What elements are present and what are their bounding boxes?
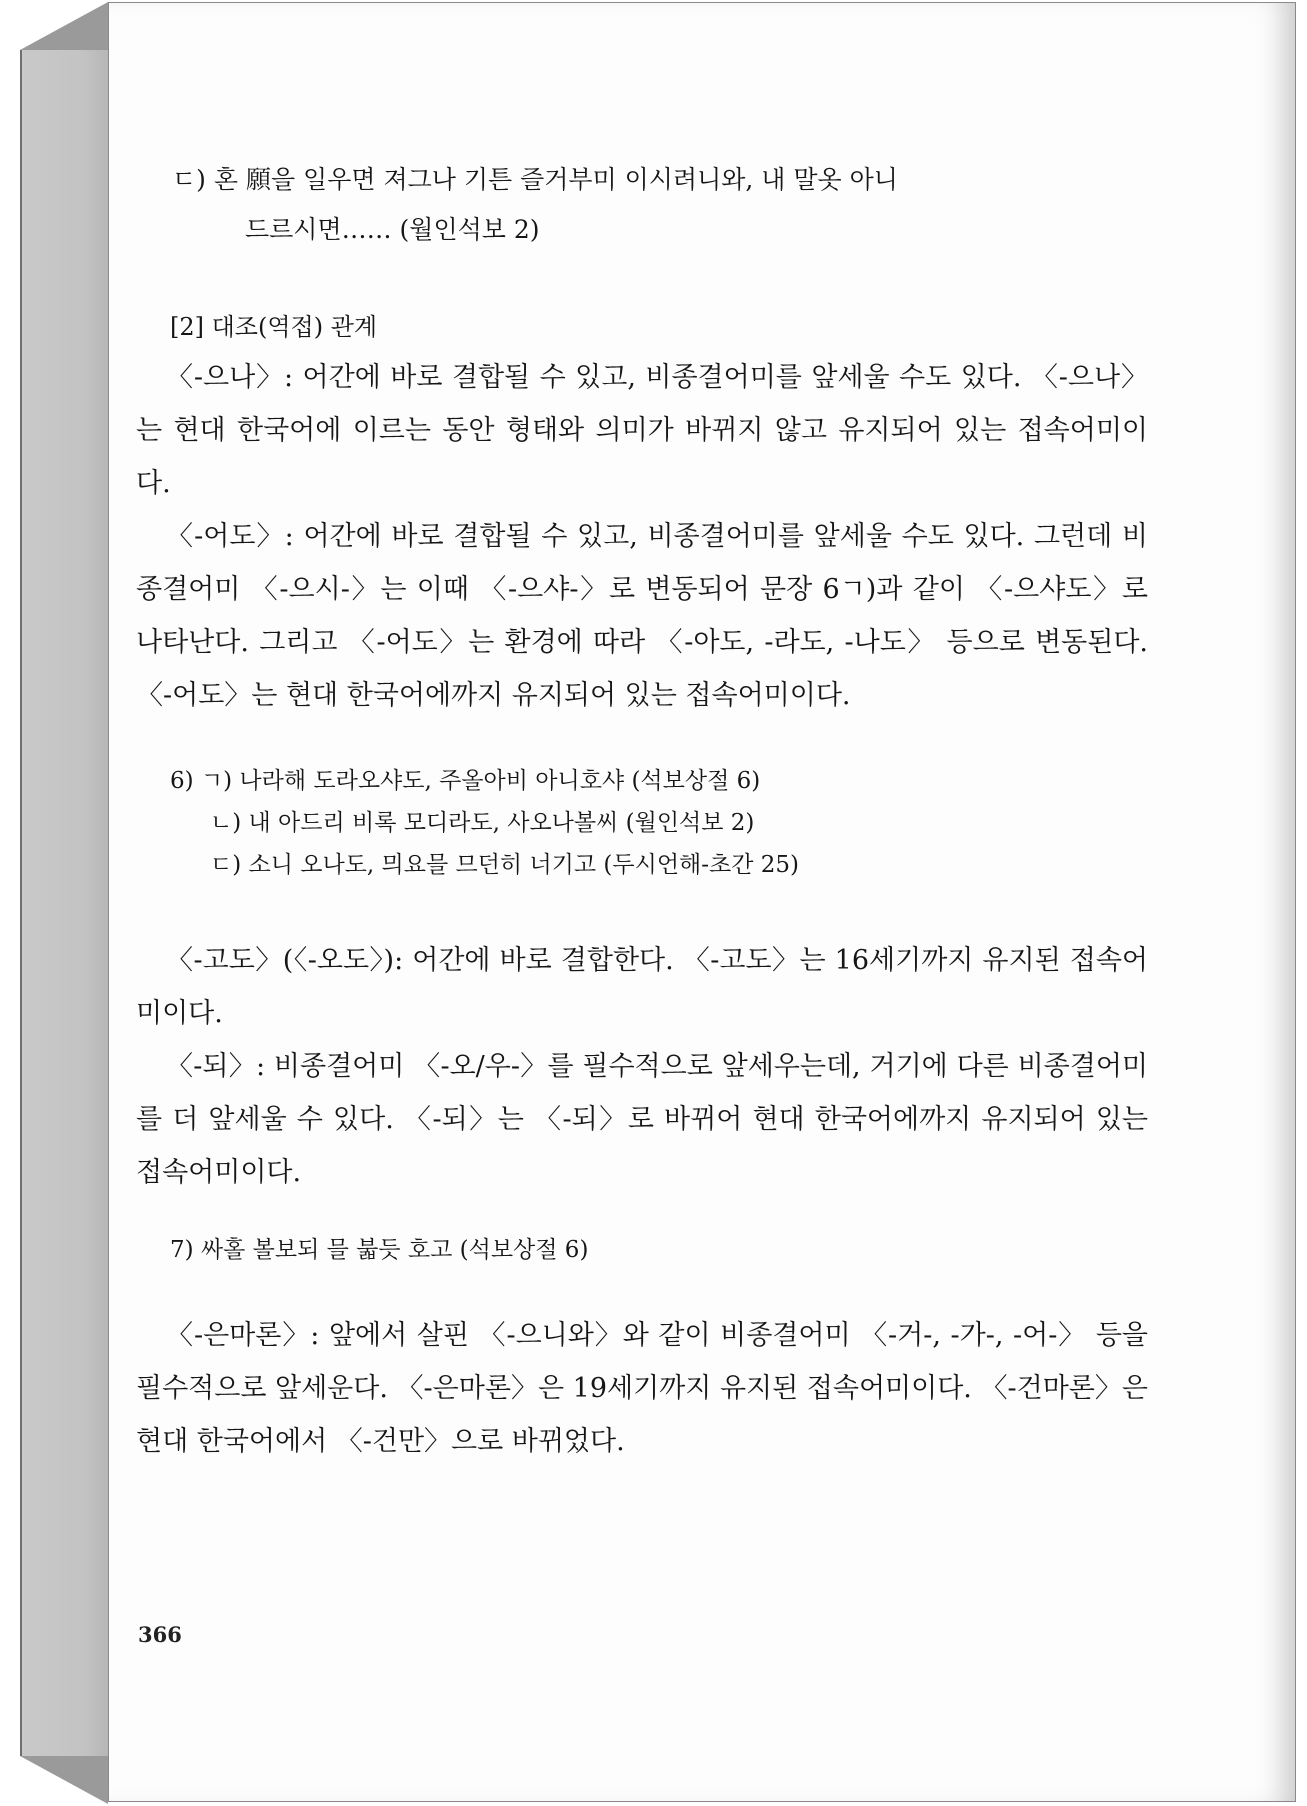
page-number: 366 — [138, 1622, 182, 1647]
paragraph-eodo: 〈-어도〉: 어간에 바로 결합될 수 있고, 비종결어미를 앞세울 수도 있다. 그런데 비종결어미 〈-으시-〉는 이때 〈-으샤-〉로 변동되어 문장 6ㄱ)과 같이 〈-으샤도〉로 나타난다. 그리고 〈-어도〉는 환경에 따라 〈-아도, -라도, -나도〉 등으로 변동된다. 〈-어도〉는 현대 한국어에까지 유지되어 있는 접속어미이다. — [136, 521, 1148, 711]
paragraph-euna: 〈-으나〉: 어간에 바로 결합될 수 있고, 비종결어미를 앞세울 수도 있다. 〈-으나〉는 현대 한국어에 이르는 동안 형태와 의미가 바뀌지 않고 유지되어 있는 접속어미이다. — [136, 362, 1148, 499]
paragraph-eunmaron: 〈-은마론〉: 앞에서 살핀 〈-으니와〉와 같이 비종결어미 〈-거-, -가-, -어-〉 등을 필수적으로 앞세운다. 〈-은마론〉은 19세기까지 유지된 접속어미이다. 〈-건마론〉은 현대 한국어에서 〈-건만〉으로 바뀌었다. — [136, 1320, 1148, 1457]
example-5c-line2: 드르시면…… (월인석보 2) — [245, 215, 540, 244]
example-6b: ㄴ) 내 아드리 비록 모디라도, 사오나볼씨 (월인석보 2) — [210, 810, 755, 836]
example-7-line: 7) 싸홀 볼보되 믈 붋듯 호고 (석보상절 6) — [170, 1237, 589, 1263]
example-7 — [136, 1229, 1148, 1271]
book-spine — [20, 50, 110, 1756]
paragraph-godo: 〈-고도〉(〈-오도〉): 어간에 바로 결합한다. 〈-고도〉는 16세기까지 유지된 접속어미이다. — [136, 945, 1148, 1029]
paragraph-doe: 〈-되〉: 비종결어미 〈-오/우-〉를 필수적으로 앞세우는데, 거기에 다른 비종결어미를 더 앞세울 수 있다. 〈-되〉는 〈-되〉로 바뀌어 현대 한국어에까지 유지되어 있는 접속어미이다. — [136, 1051, 1148, 1188]
book-spine-top — [20, 2, 108, 50]
example-5c — [136, 155, 1148, 255]
example-6c: ㄷ) 소니 오나도, 믜요믈 므던히 너기고 (두시언해-초간 25) — [210, 852, 800, 878]
example-6a: 6) ㄱ) 나라해 도라오샤도, 주올아비 아니호샤 (석보상절 6) — [170, 768, 761, 794]
section-heading: [2] 대조(역접) 관계 — [170, 313, 378, 341]
example-5c-line1: ㄷ) 혼 願을 일우면 져그나 기튼 즐거부미 이시려니와, 내 말옷 아니 — [172, 165, 898, 194]
page-text — [136, 155, 1148, 1468]
example-6 — [136, 760, 1148, 886]
book-spine-bottom — [20, 1756, 108, 1804]
